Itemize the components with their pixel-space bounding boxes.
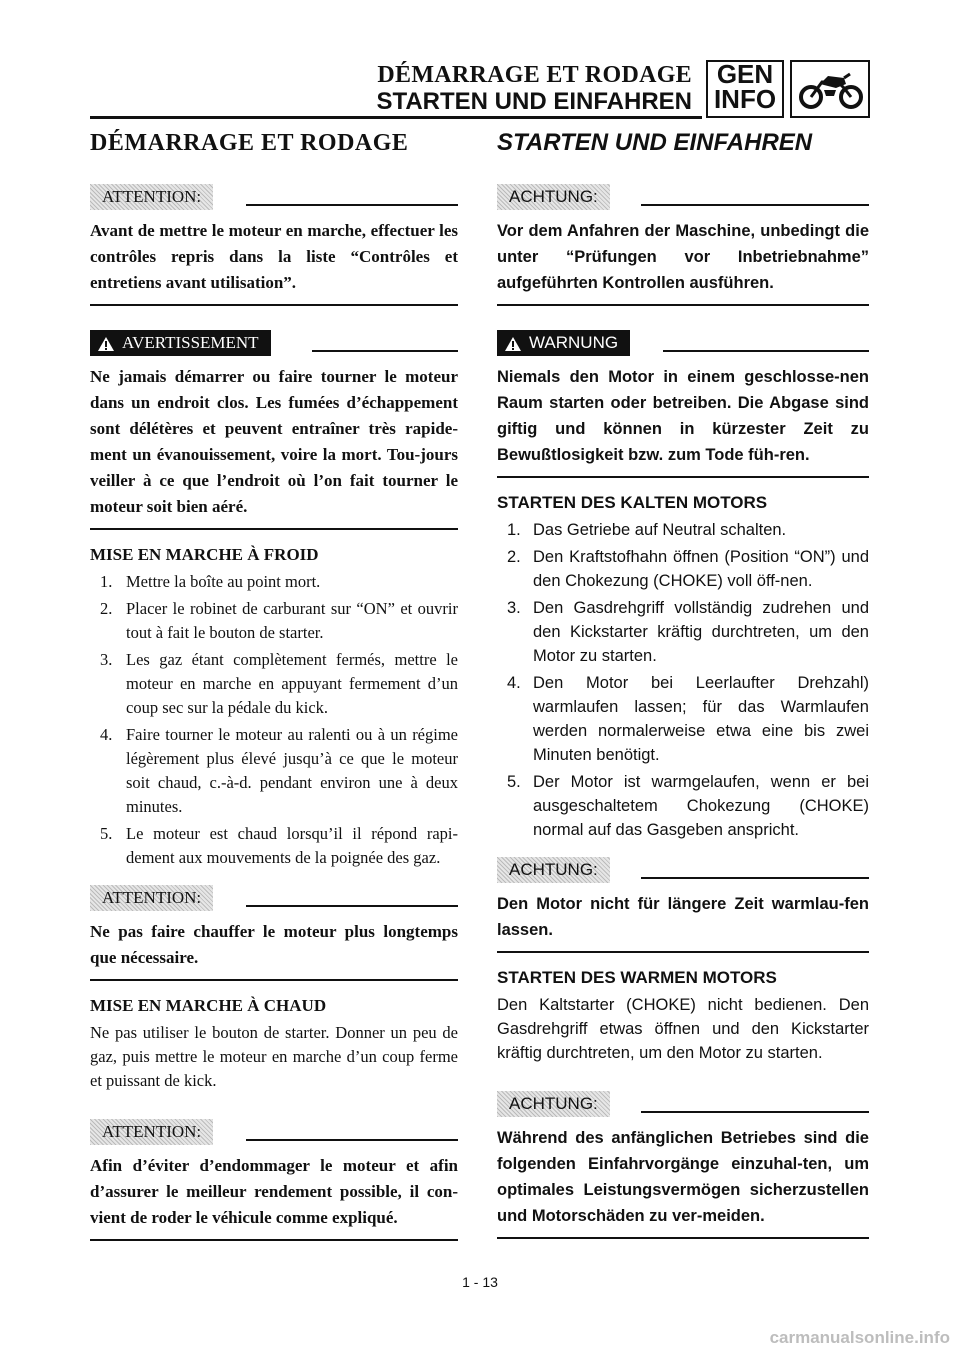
gen-label: GEN: [716, 59, 774, 89]
page-number: 1 - 13: [462, 1274, 498, 1290]
notice-rule: [246, 905, 458, 907]
attention-notice: [497, 184, 869, 306]
list-item: 4. Den Motor bei Leerlaufter Drehzahl) warmlaufen lassen; für das Warmlaufen werden normalerweise etwa eine bis zwei Minuten benötigt.: [507, 674, 869, 764]
notice-rule: [312, 350, 458, 352]
attention-notice: [90, 885, 458, 981]
section-title-de: STARTEN UND EINFAHREN: [497, 129, 813, 156]
warm-start-heading: MISE EN MARCHE À CHAUD: [90, 996, 327, 1015]
warning-text: Ne jamais démarrer ou faire tourner le moteur dans un endroit clos. Les fumées d’échappement sont délétères et peuvent entraîner très rapide-ment un évanouissement, voire la mort. Tou-jours veiller à ce que l’endroit où l’on fait tourner le moteur soit bien aéré.: [90, 364, 458, 530]
attention-badge: ATTENTION:: [90, 1119, 213, 1145]
attention-badge: ACHTUNG:: [497, 184, 610, 210]
cold-start-steps: [90, 570, 458, 870]
notice-rule: [663, 350, 869, 352]
attention-text: Den Motor nicht für längere Zeit warmlau-fen lassen.: [497, 891, 869, 953]
warning-text: Niemals den Motor in einem geschlosse-nen Raum starten oder betreiben. Die Abgase sind giftig und können in kürzester Zeit zu Bewußtlosigkeit bzw. zum Tode füh-ren.: [497, 364, 869, 478]
attention-text: Ne pas faire chauffer le moteur plus longtemps que nécessaire.: [90, 919, 458, 981]
cold-start-heading: MISE EN MARCHE À FROID: [90, 545, 319, 564]
notice-rule: [641, 204, 869, 206]
warning-label: AVERTISSEMENT: [122, 333, 259, 352]
list-item: 2. Placer le robinet de carburant sur “ON” et ouvrir tout à fait le bouton de starter.: [100, 599, 458, 642]
notice-rule: [641, 1111, 869, 1113]
info-label: INFO: [713, 84, 777, 114]
attention-text: Während des anfänglichen Betriebes sind die folgenden Einfahrvorgänge einzuhal-ten, um optimales Leistungsvermögen sicherzustellen und Motorschäden zu ver-meiden.: [497, 1125, 869, 1239]
warm-start-text: Den Kaltstarter (CHOKE) nicht bedienen. Den Gasdrehgriff etwas öffnen und den Kickstarter kräftig durchtreten, um den Motor zu starten.: [497, 996, 869, 1062]
cold-start-heading: STARTEN DES KALTEN MOTORS: [497, 493, 768, 512]
warning-badge: [497, 330, 630, 356]
warm-start-heading: STARTEN DES WARMEN MOTORS: [497, 968, 777, 987]
list-item: 1. Das Getriebe auf Neutral schalten.: [507, 521, 787, 539]
attention-text: Vor dem Anfahren der Maschine, unbedingt die unter “Prüfungen vor Inbetriebnahme” aufgeführten Kontrollen ausführen.: [497, 218, 869, 306]
warm-start-text: Ne pas utiliser le bouton de starter. Donner un peu de gaz, puis mettre le moteur en marche d’un coup ferme et puissant de kick.: [90, 1023, 458, 1090]
notice-rule: [246, 204, 458, 206]
list-item: 5. Der Motor ist warmgelaufen, wenn er bei ausgeschaltetem Chokezung (CHOKE) normal auf das Gasgeben anspricht.: [507, 773, 869, 839]
attention-text: Avant de mettre le moteur en marche, effectuer les contrôles repris dans la liste “Contrôles et entretiens avant utilisation”.: [90, 218, 458, 306]
header-title-fr: DÉMARRAGE ET RODAGE: [377, 62, 692, 88]
notice-rule: [246, 1139, 458, 1141]
gen-info-box: [706, 60, 784, 118]
warning-label: WARNUNG: [529, 333, 619, 352]
notice-rule: [641, 877, 869, 879]
motorcycle-icon: [798, 70, 864, 110]
page-header: [90, 60, 870, 120]
attention-notice: [497, 1091, 869, 1239]
cold-start-steps: [497, 518, 869, 842]
warning-badge: [90, 330, 271, 356]
warning-notice: [90, 330, 458, 530]
watermark: carmanualsonline.info: [769, 1328, 950, 1347]
french-column: [90, 128, 458, 1253]
german-column: [497, 128, 869, 1251]
header-rule: [90, 116, 702, 119]
list-item: 1. Mettre la boîte au point mort.: [100, 572, 321, 591]
attention-notice: [497, 857, 869, 953]
list-item: 2. Den Kraftstofhahn öffnen (Position “ON”) und den Chokezung (CHOKE) voll öff-nen.: [507, 548, 869, 590]
attention-badge: ATTENTION:: [90, 885, 213, 911]
list-item: 3. Les gaz étant complètement fermés, mettre le moteur en marche en appuyant fermement d’un coup sec sur la pédale du kick.: [100, 650, 458, 717]
attention-badge: ATTENTION:: [90, 184, 213, 210]
warning-triangle-icon: [505, 337, 521, 351]
section-icon-box: [790, 60, 870, 118]
warning-triangle-icon: [98, 337, 114, 351]
attention-notice: [90, 184, 458, 306]
section-title-fr: DÉMARRAGE ET RODAGE: [90, 130, 409, 156]
list-item: 5. Le moteur est chaud lorsqu’il il répond rapi-dement aux mouvements de la poignée des gaz.: [100, 824, 458, 867]
attention-notice: [90, 1119, 458, 1241]
list-item: 3. Den Gasdrehgriff vollständig zudrehen und den Kickstarter kräftig durchtreten, um den Motor zu starten.: [507, 599, 869, 665]
attention-badge: ACHTUNG:: [497, 1091, 610, 1117]
warning-notice: [497, 330, 869, 478]
header-title-de: STARTEN UND EINFAHREN: [376, 88, 692, 115]
attention-badge: ACHTUNG:: [497, 857, 610, 883]
attention-text: Afin d’éviter d’endommager le moteur et afin d’assurer le meilleur rendement possible, il con-vient de roder le véhicule comme expliqué.: [90, 1153, 458, 1241]
list-item: 4. Faire tourner le moteur au ralenti ou à un régime légèrement plus élevé jusqu’à ce que le moteur soit chaud, c.-à-d. pendant environ une à deux minutes.: [100, 725, 458, 816]
